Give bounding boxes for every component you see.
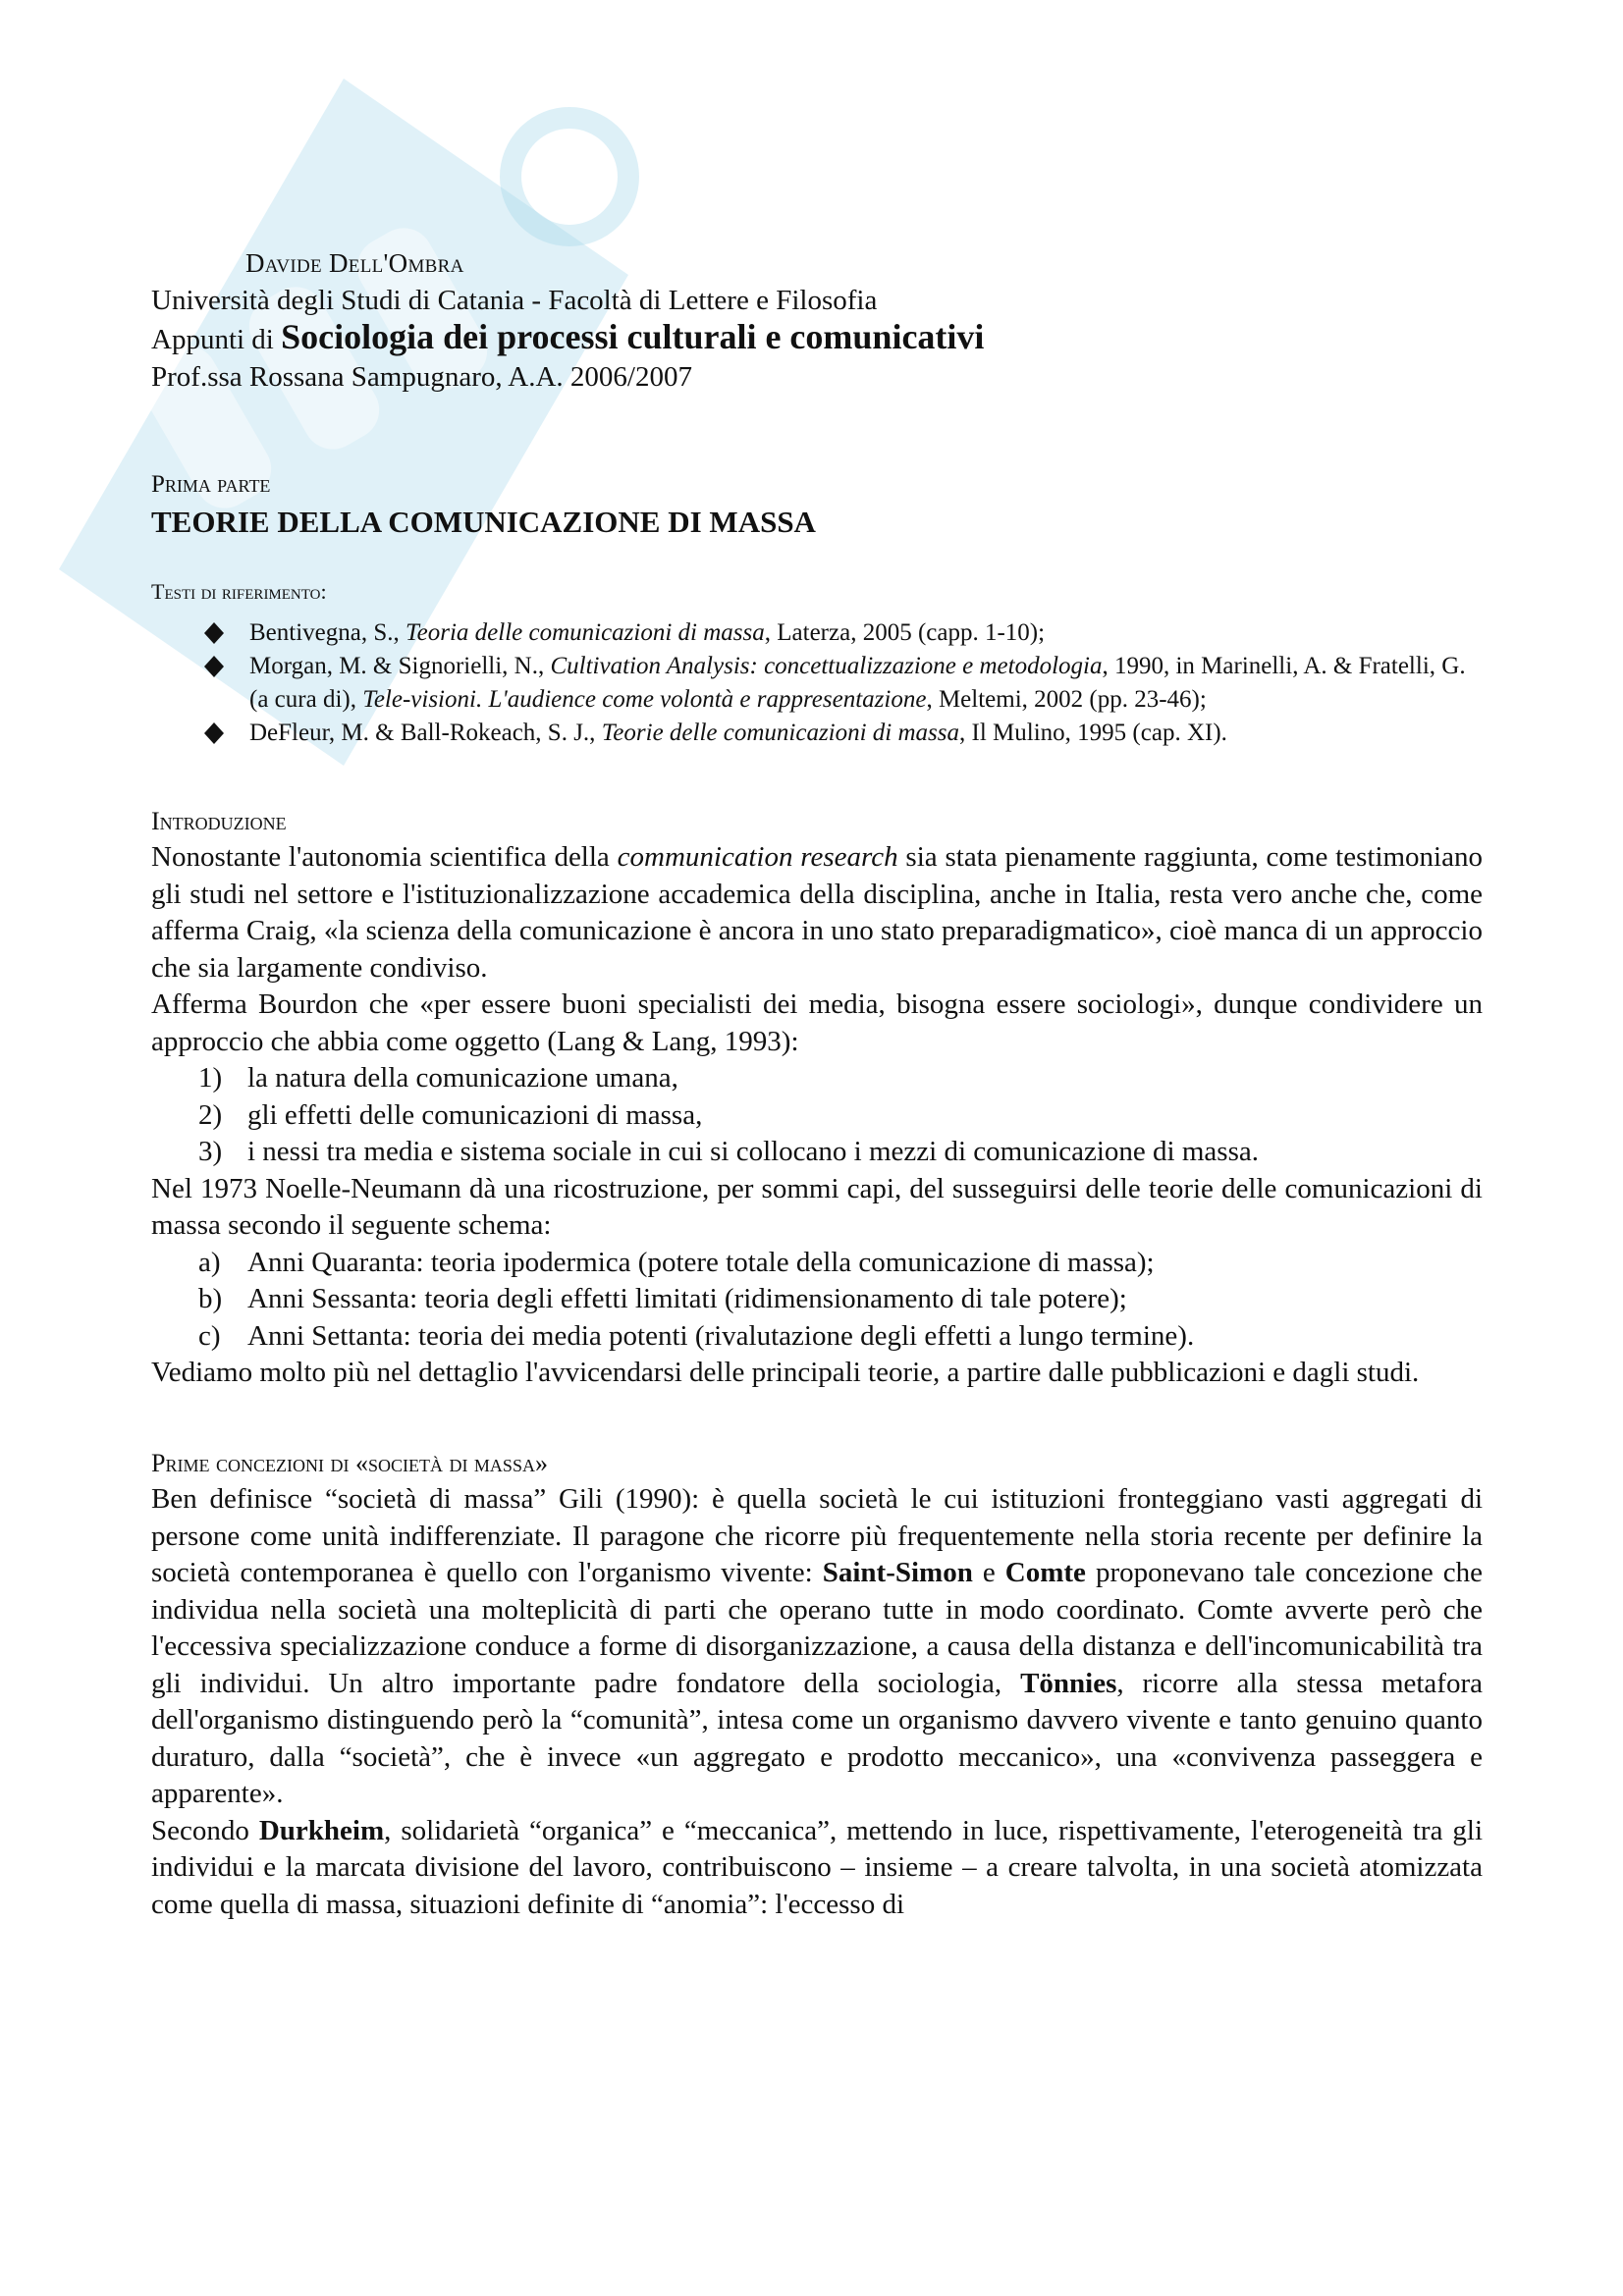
reference-authors: Morgan, M. & Signorielli, N., bbox=[249, 652, 551, 679]
reference-details: , Il Mulino, 1995 (cap. XI). bbox=[959, 719, 1227, 746]
list-marker: b) bbox=[198, 1283, 223, 1314]
section-heading: Prime concezioni di «società di massa» bbox=[151, 1448, 548, 1477]
professor-line: Prof.ssa Rossana Sampugnaro, A.A. 2006/2007 bbox=[151, 360, 692, 393]
text-run: Ben definisce “società di massa” Gili (1990): è quella società le cui istituzioni fronteggiano vasti aggregati di persone come unità indifferenziate. Il paragone che ricorre più frequentemente nella storia recente per definire la società contemporanea è quello con l'organismo vivente: bbox=[151, 1483, 1483, 1588]
text-run: e bbox=[972, 1557, 1005, 1588]
text-run: sia stata pienamente raggiunta, come testimoniano gli studi nel settore e l'istituzionalizzazione accademica della disciplina, anche in Italia, resta vero anche che, come afferma Craig, «la scienza della comunicazione è ancora in uno stato preparadigmatico», cioè manca di un approccio che sia largamente condiviso. bbox=[151, 841, 1483, 984]
list-marker: 3) bbox=[198, 1136, 223, 1167]
section-paragraph bbox=[151, 1813, 1483, 1924]
list-text: i nessi tra media e sistema sociale in cui si collocano i mezzi di comunicazione di massa. bbox=[247, 1136, 1259, 1167]
reference-item bbox=[249, 650, 1483, 717]
course-line bbox=[151, 319, 1483, 359]
lettered-list bbox=[151, 1245, 1483, 1356]
reference-item bbox=[249, 717, 1483, 750]
italic-term: communication research bbox=[617, 841, 898, 873]
part-label: Prima parte bbox=[151, 471, 271, 498]
list-item bbox=[198, 1097, 1483, 1135]
text-run: , ricorre alla stessa metafora dell'organismo distinguendo però la “comunità”, intesa come un organismo davvero vivente e tanto genuino quanto duraturo, dalla “società”, che è invece «un aggregato e prodotto meccanico», una «convivenza passeggera e apparente». bbox=[151, 1667, 1483, 1809]
text-run: proponevano tale concezione che individua nella società una molteplicità di parti che operano tutte in modo coordinato. Comte avverte però che l'eccessiva specializzazione conduce a forme di disorganizzazione, a causa della distanza e dell'incomunicabilità tra gli individui. Un altro importante padre fondatore della sociologia, bbox=[151, 1557, 1483, 1699]
intro-paragraph bbox=[151, 839, 1483, 987]
list-item bbox=[198, 1245, 1483, 1282]
intro-heading: Introduzione bbox=[151, 806, 287, 835]
list-text: gli effetti delle comunicazioni di massa, bbox=[247, 1098, 703, 1131]
list-marker: 1) bbox=[198, 1062, 223, 1094]
bold-name: Comte bbox=[1004, 1557, 1086, 1588]
text-run: , solidarietà “organica” e “meccanica”, mettendo in luce, rispettivamente, l'eterogeneità tra gli individui e la marcata divisione del lavoro, contribuiscono – insieme – a creare talvolta, in una società atomizzata come quella di massa, situazioni definite di “anomia”: l'eccesso di bbox=[151, 1814, 1484, 1920]
references-list bbox=[151, 616, 1483, 750]
list-text: Anni Settanta: teoria dei media potenti (rivalutazione degli effetti a lungo termine). bbox=[247, 1319, 1195, 1352]
numbered-list bbox=[151, 1060, 1483, 1171]
reference-authors: Bentivegna, S., bbox=[249, 618, 406, 646]
list-text: Anni Quaranta: teoria ipodermica (potere totale della comunicazione di massa); bbox=[247, 1246, 1155, 1278]
diamond-bullet-icon bbox=[202, 650, 226, 683]
course-name: Sociologia dei processi culturali e comunicativi bbox=[281, 317, 985, 356]
intro-paragraph: Vediamo molto più nel dettaglio l'avvicendarsi delle principali teorie, a partire dalle pubblicazioni e dagli studi. bbox=[151, 1357, 1420, 1388]
university-line: Università degli Studi di Catania - Facoltà di Lettere e Filosofia bbox=[151, 284, 878, 316]
list-item bbox=[198, 1060, 1483, 1097]
references-label: Testi di riferimento: bbox=[151, 579, 327, 604]
intro-paragraph: Afferma Bourdon che «per essere buoni specialisti dei media, bisogna essere sociologi», dunque condividere un approccio che abbia come oggetto (Lang & Lang, 1993): bbox=[151, 988, 1483, 1057]
list-marker: c) bbox=[198, 1319, 221, 1352]
bold-name: Tönnies bbox=[1020, 1667, 1117, 1699]
document-page bbox=[151, 245, 1483, 1923]
bold-name: Saint-Simon bbox=[822, 1557, 973, 1588]
reference-authors: DeFleur, M. & Ball-Rokeach, S. J., bbox=[249, 719, 602, 746]
list-text: Anni Sessanta: teoria degli effetti limitati (ridimensionamento di tale potere); bbox=[247, 1283, 1127, 1314]
section-paragraph bbox=[151, 1481, 1483, 1813]
author-name: Davide Dell'Ombra bbox=[245, 248, 464, 278]
text-run: Nonostante l'autonomia scientifica della bbox=[151, 841, 618, 873]
reference-details: , 1990, in Marinelli, A. & Fratelli, G. (a cura di), bbox=[249, 652, 1466, 713]
text-run: Secondo bbox=[151, 1814, 259, 1846]
reference-item bbox=[249, 616, 1483, 650]
reference-book-title: Tele-visioni. L'audience come volontà e rappresentazione bbox=[362, 685, 927, 713]
diamond-bullet-icon bbox=[202, 616, 226, 650]
reference-title: Cultivation Analysis: concettualizzazione e metodologia bbox=[550, 652, 1103, 679]
bold-name: Durkheim bbox=[258, 1814, 385, 1846]
list-marker: 2) bbox=[198, 1098, 223, 1131]
intro-paragraph: Nel 1973 Noelle-Neumann dà una ricostruzione, per sommi capi, del susseguirsi delle teorie delle comunicazioni di massa secondo il seguente schema: bbox=[151, 1172, 1483, 1241]
course-prefix: Appunti di bbox=[151, 324, 282, 355]
list-item bbox=[198, 1134, 1483, 1171]
list-item bbox=[198, 1318, 1483, 1356]
reference-publisher: , Meltemi, 2002 (pp. 23-46); bbox=[926, 685, 1207, 713]
list-text: la natura della comunicazione umana, bbox=[247, 1062, 678, 1094]
list-item bbox=[198, 1281, 1483, 1318]
diamond-bullet-icon bbox=[202, 717, 226, 750]
list-marker: a) bbox=[198, 1246, 221, 1278]
reference-title: Teorie delle comunicazioni di massa bbox=[601, 719, 960, 746]
reference-title: Teoria delle comunicazioni di massa bbox=[406, 618, 765, 646]
part-title: TEORIE DELLA COMUNICAZIONE DI MASSA bbox=[151, 504, 816, 539]
reference-details: , Laterza, 2005 (capp. 1-10); bbox=[764, 618, 1046, 646]
